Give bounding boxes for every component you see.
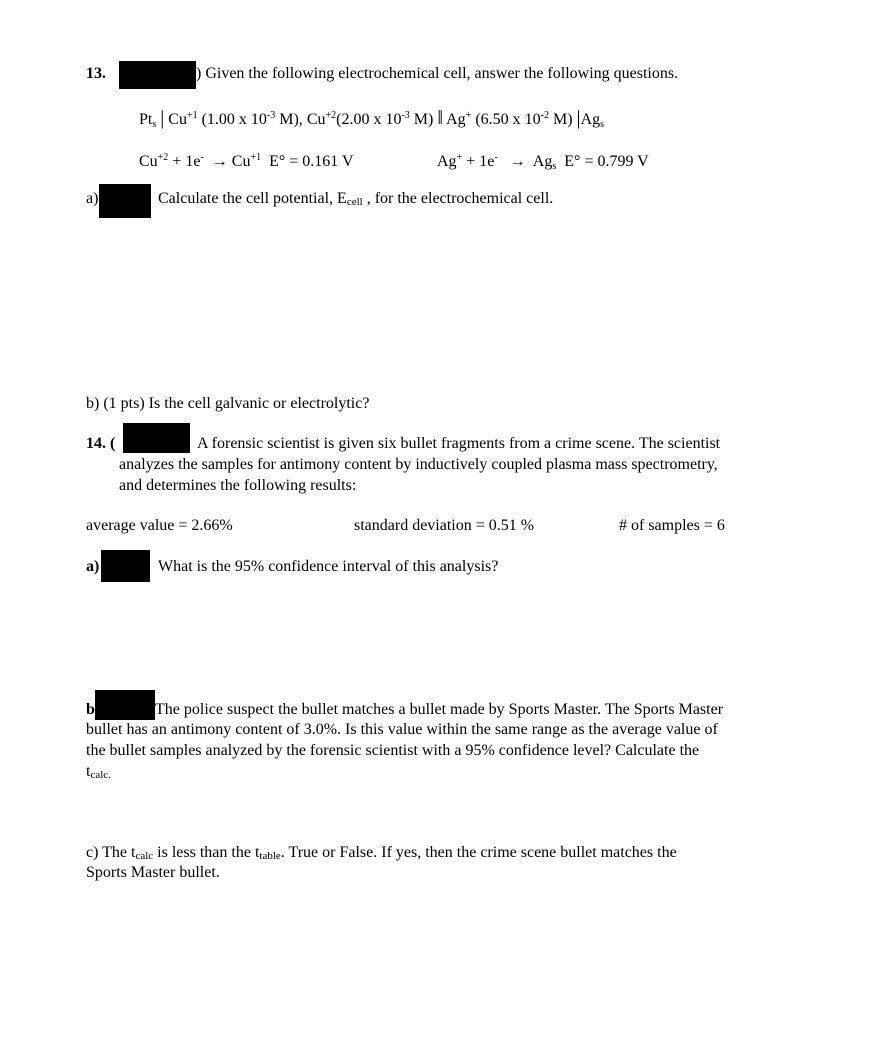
redaction-box <box>95 690 155 720</box>
half-reaction-cu: $Cu^{+2} + 1e^- \to Cu^{+1}$ E° = 0.161 V <box>139 152 354 170</box>
q14-a-label: a) <box>86 558 100 575</box>
redaction-box <box>119 61 196 89</box>
q14-number: 14. ( <box>86 435 116 452</box>
q14-b-line4: tcalc. <box>86 763 111 781</box>
q14-b-line3: the bullet samples analyzed by the forensic scientist with a 95% confidence level? Calculate the <box>86 742 700 759</box>
q14-b-label: b <box>86 701 95 718</box>
q13-prompt: ) Given the following electrochemical cell, answer the following questions. <box>196 65 679 82</box>
standard-deviation: standard deviation = 0.51 % <box>354 517 535 534</box>
q14-b-line1: The police suspect the bullet matches a bullet made by Sports Master. The Sports Master <box>155 701 724 718</box>
salt-bridge: ‖ <box>437 107 443 129</box>
sample-count: # of samples = 6 <box>619 517 725 534</box>
q13-number: 13. <box>86 65 106 82</box>
redaction-box <box>123 423 190 453</box>
q14-prompt-line1: A forensic scientist is given six bullet fragments from a crime scene. The scientist <box>197 435 721 452</box>
redaction-box <box>101 550 150 582</box>
q14-b-line2: bullet has an antimony content of 3.0%. Is this value within the same range as the average value of <box>86 721 718 738</box>
q14-c-line2: Sports Master bullet. <box>86 864 220 881</box>
q13-a-text: Calculate the cell potential, Ecell , for the electrochemical cell. <box>158 190 554 208</box>
cell-notation: $Pt_s$ | $Cu^{+1}$ (1.00 x $10^{-3}$ M), $Cu^{+2}(2.00$ x $10^{-3}$ M) ‖ Ag+ (6.50 x $10^{-2}$ M) $|Ag_s$ <box>139 107 605 130</box>
phase-boundary: | <box>160 107 165 129</box>
q13-b-text: b) (1 pts) Is the cell galvanic or electrolytic? <box>86 395 370 412</box>
redaction-box <box>99 184 151 218</box>
q14-a-text: What is the 95% confidence interval of this analysis? <box>158 558 499 575</box>
q14-c-line1: c) The tcalc is less than the ttable. True or False. If yes, then the crime scene bullet matches the <box>86 844 677 862</box>
phase-boundary: | <box>576 107 581 129</box>
q13-a-label: a) <box>86 190 99 207</box>
q14-prompt-line2: analyzes the samples for antimony content by inductively coupled plasma mass spectrometry, <box>119 456 718 473</box>
half-reaction-ag: Ag+ + 1e- → $Ag_s$ E° = 0.799 V <box>437 152 649 172</box>
average-value: average value = 2.66% <box>86 517 233 534</box>
q14-prompt-line3: and determines the following results: <box>119 477 357 494</box>
